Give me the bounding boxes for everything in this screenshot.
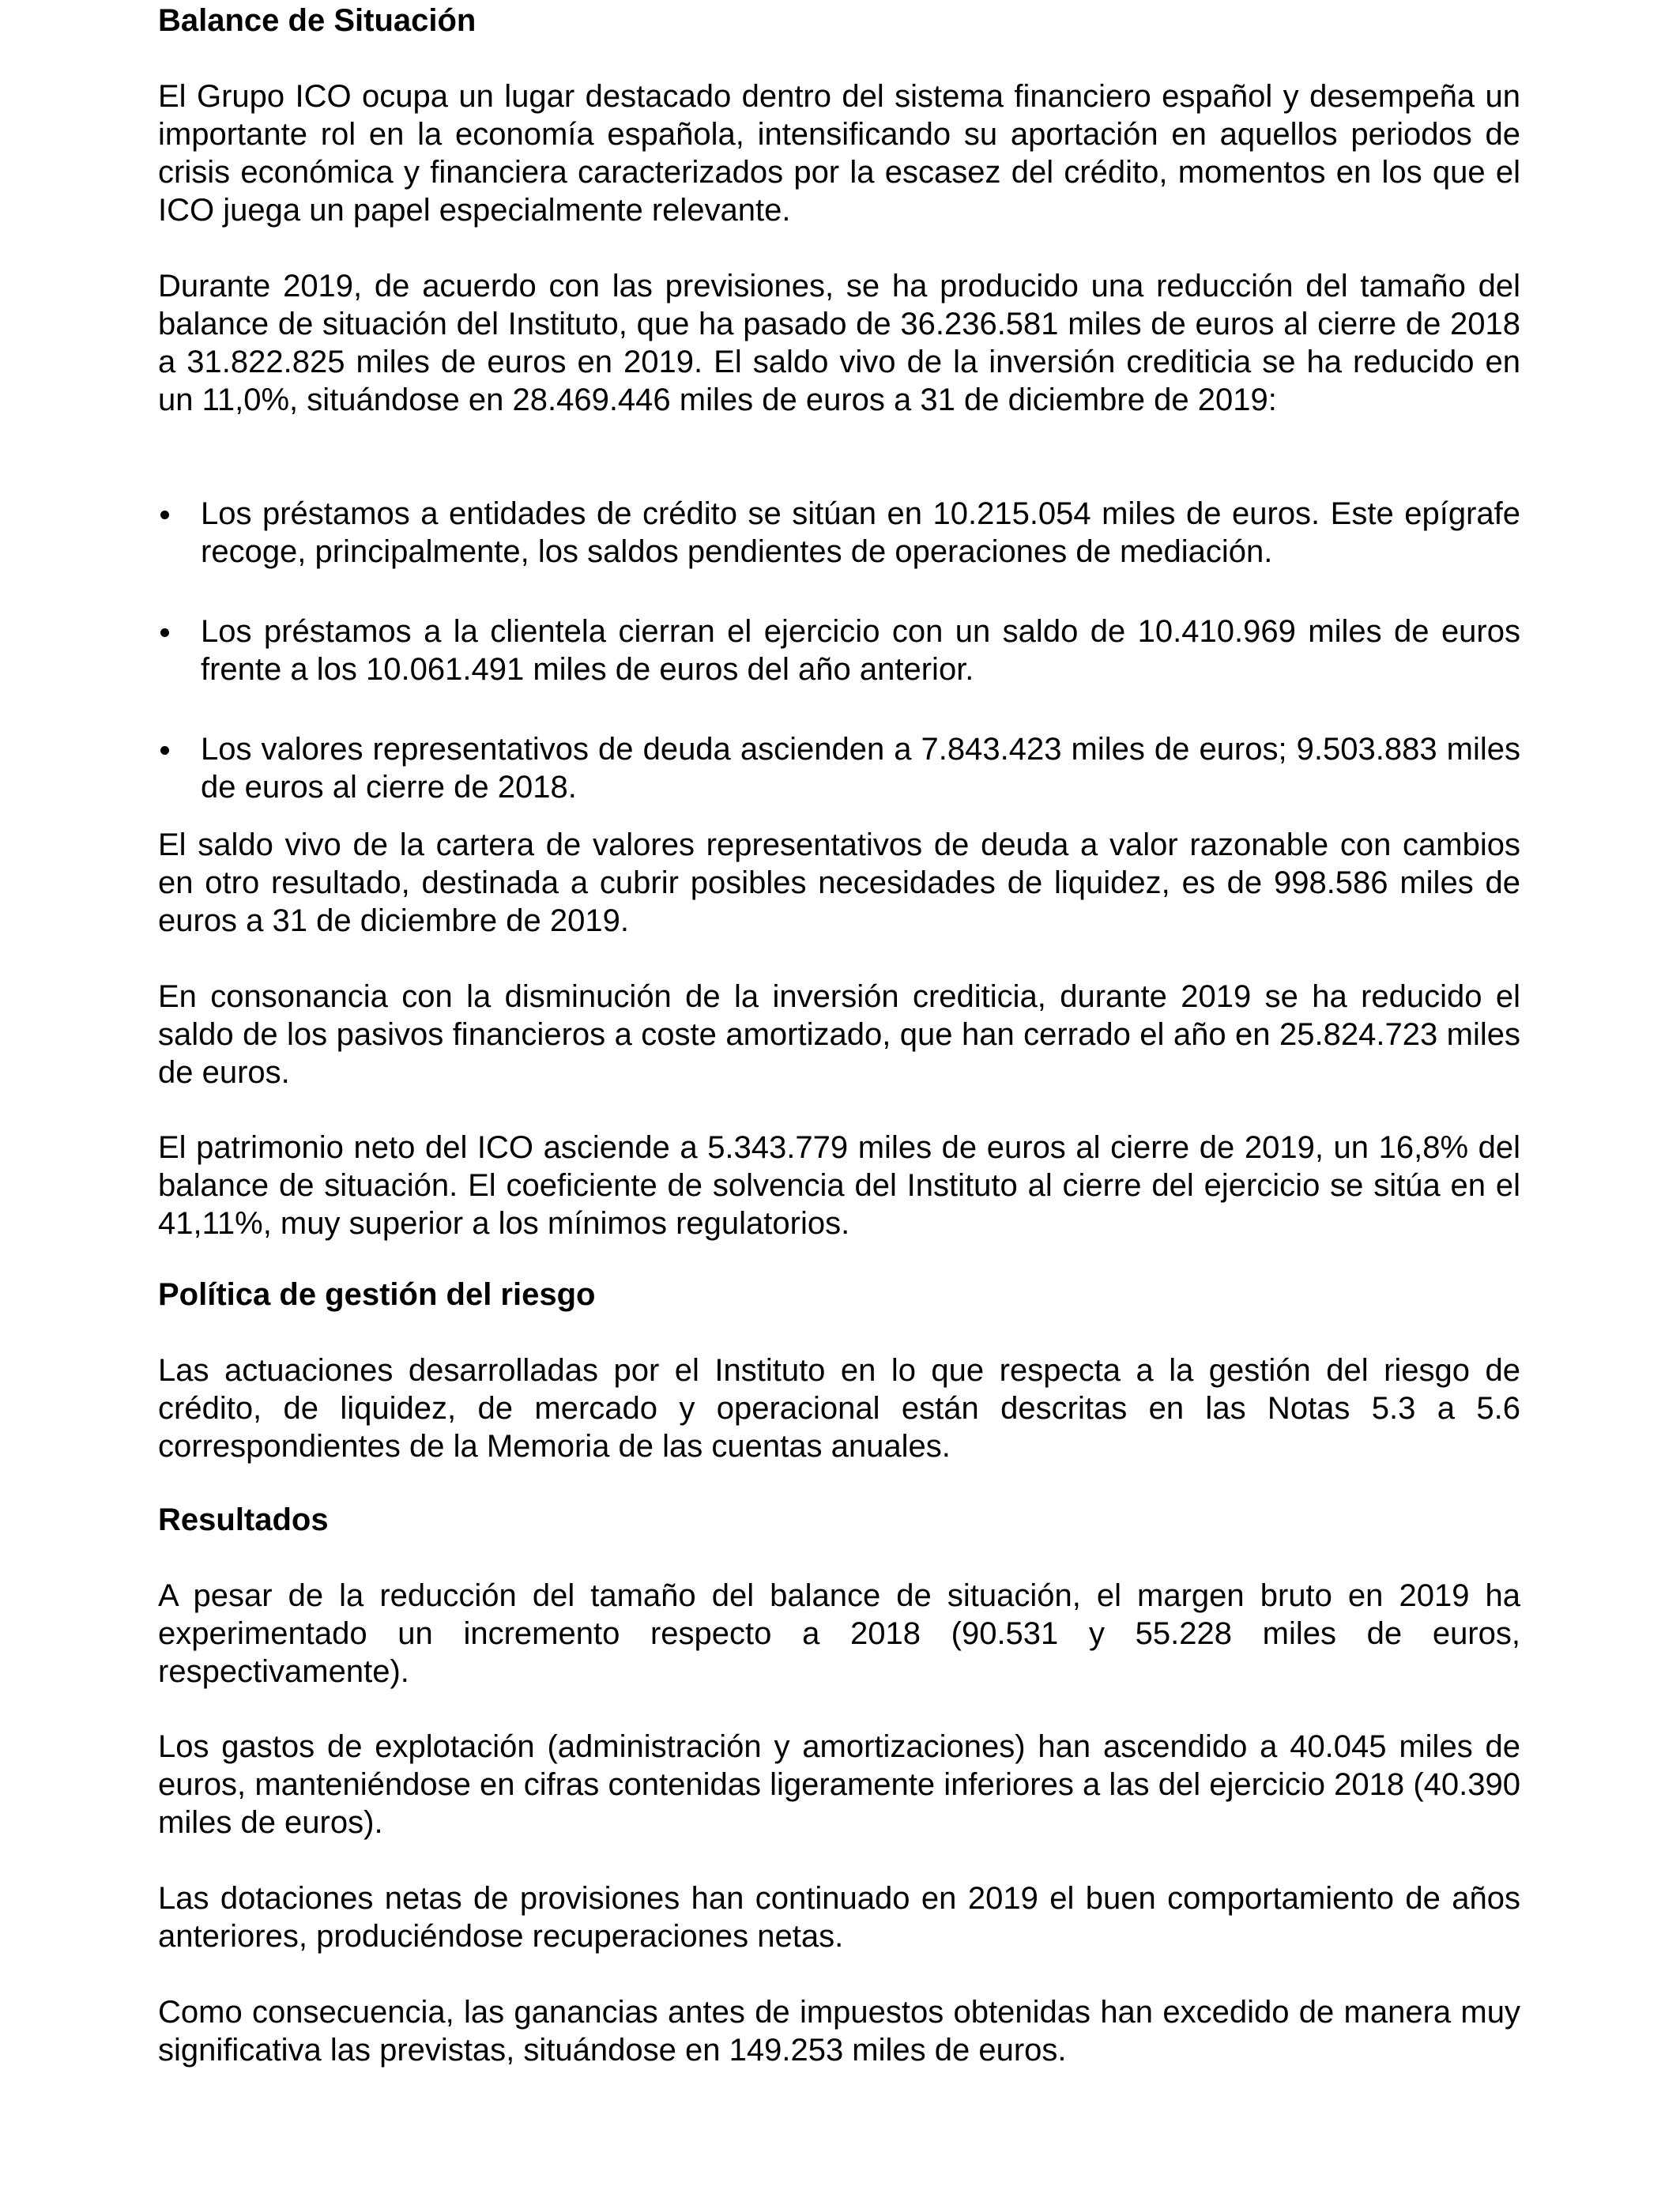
bullet-text: Los préstamos a la clientela cierran el ejercicio con un saldo de 10.410.969 miles de euros frente a los 10.061.491 miles de euros del año anterior. [201,614,1520,687]
bullet-item-valores-deuda [201,730,1520,806]
paragraph-gastos-explotacion: Los gastos de explotación (administración y amortizaciones) han ascendido a 40.045 miles de euros, manteniéndose en cifras contenidas ligeramente inferiores a las del ejercicio 2018 (40.390 miles de euros). [158,1729,1520,1840]
bullet-text: Los préstamos a entidades de crédito se sitúan en 10.215.054 miles de euros. Este epígrafe recoge, principalmente, los saldos pendientes de operaciones de mediación. [201,496,1520,569]
paragraph-saldo-cartera: El saldo vivo de la cartera de valores representativos de deuda a valor razonable con cambios en otro resultado, destinada a cubrir posibles necesidades de liquidez, es de 998.586 miles de euros a 31 de diciembre de 2019. [158,827,1520,938]
bullet-item-prestamos-entidades [201,495,1520,571]
section-heading-results: Resultados [158,1502,329,1537]
bullet-icon [160,746,169,755]
bullet-text: Los valores representativos de deuda ascienden a 7.843.423 miles de euros; 9.503.883 miles de euros al cierre de 2018. [201,732,1520,805]
paragraph-margen-bruto: A pesar de la reducción del tamaño del balance de situación, el margen bruto en 2019 ha experimentado un incremento respecto a 2018 (90.531 y 55.228 miles de euros, respectivamente). [158,1578,1520,1689]
paragraph-grupo-ico: El Grupo ICO ocupa un lugar destacado dentro del sistema financiero español y desempeña un importante rol en la economía española, intensificando su aportación en aquellos periodos de crisis económica y financiera caracterizados por la escasez del crédito, momentos en los que el ICO juega un papel especialmente relevante. [158,79,1520,228]
paragraph-patrimonio-neto: El patrimonio neto del ICO asciende a 5.343.779 miles de euros al cierre de 2019, un 16,8% del balance de situación. El coeficiente de solvencia del Instituto al cierre del ejercicio se sitúa en el 41,11%, muy superior a los mínimos regulatorios. [158,1130,1520,1241]
paragraph-pasivos-financieros: En consonancia con la disminución de la inversión crediticia, durante 2019 se ha reducido el saldo de los pasivos financieros a coste amortizado, que han cerrado el año en 25.824.723 miles de euros. [158,979,1520,1090]
section-heading-balance: Balance de Situación [158,3,477,38]
paragraph-gestion-riesgo: Las actuaciones desarrolladas por el Instituto en lo que respecta a la gestión del riesgo de crédito, de liquidez, de mercado y operacional están descritas en las Notas 5.3 a 5.6 correspondientes de la Memoria de las cuentas anuales. [158,1353,1520,1464]
bullet-item-prestamos-clientela [201,613,1520,688]
paragraph-dotaciones: Las dotaciones netas de provisiones han continuado en 2019 el buen comportamiento de años anteriores, produciéndose recuperaciones netas. [158,1881,1520,1954]
bullet-icon [160,628,169,637]
section-heading-risk: Política de gestión del riesgo [158,1277,596,1312]
paragraph-ganancias: Como consecuencia, las ganancias antes de impuestos obtenidas han excedido de manera muy significativa las previstas, situándose en 149.253 miles de euros. [158,1995,1520,2068]
bullet-icon [160,511,169,519]
paragraph-durante-2019: Durante 2019, de acuerdo con las previsiones, se ha producido una reducción del tamaño del balance de situación del Instituto, que ha pasado de 36.236.581 miles de euros al cierre de 2018 a 31.822.825 miles de euros en 2019. El saldo vivo de la inversión crediticia se ha reducido en un 11,0%, situándose en 28.469.446 miles de euros a 31 de diciembre de 2019: [158,269,1520,417]
